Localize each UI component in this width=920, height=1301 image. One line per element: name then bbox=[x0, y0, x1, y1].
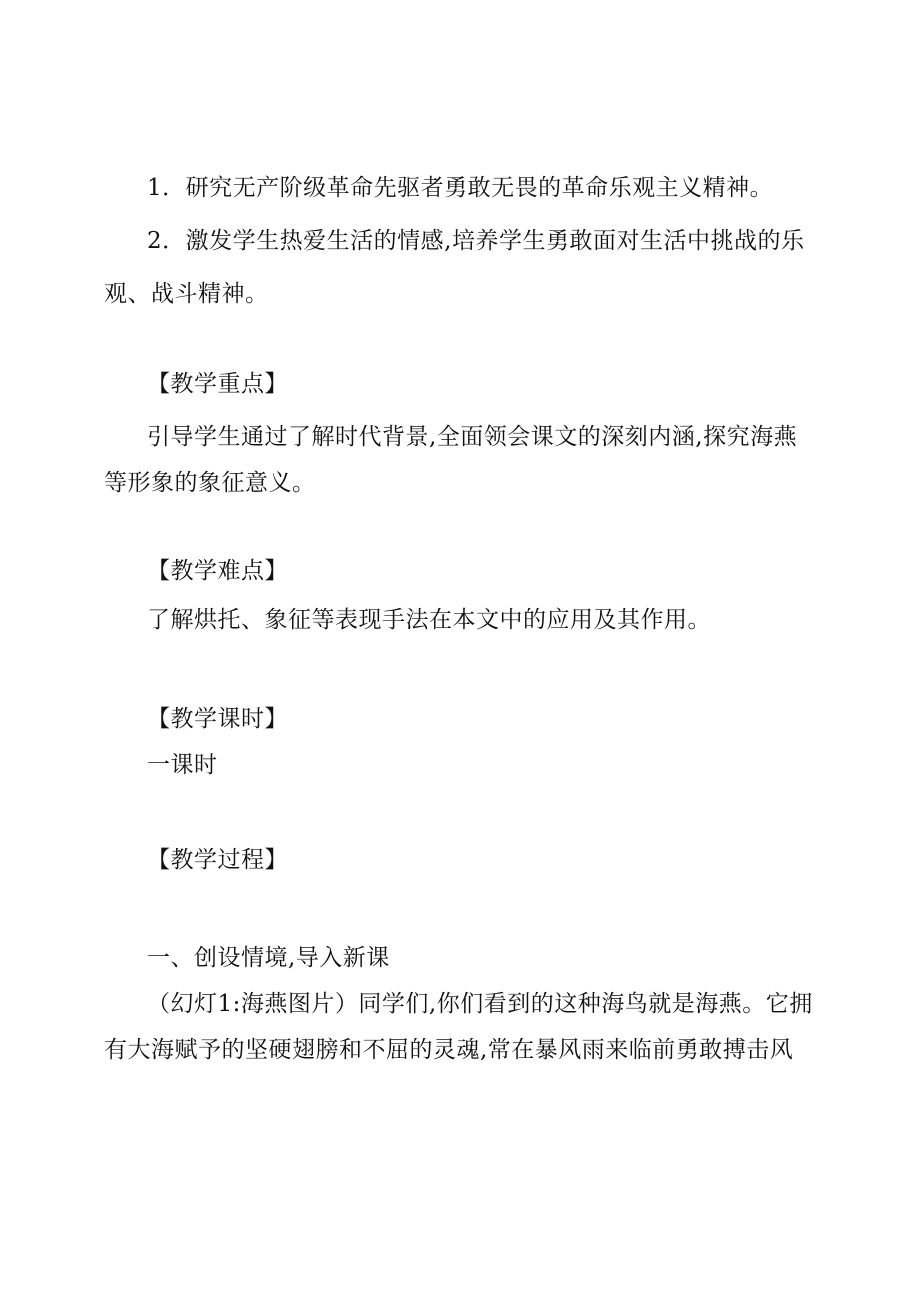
objective-2-line-1: 2．激发学生热爱生活的情感,培养学生勇敢面对生活中挑战的乐 bbox=[147, 228, 805, 254]
objective-2-line-2: 观、战斗精神。 bbox=[104, 281, 269, 307]
teaching-focus-line-1: 引导学生通过了解时代背景,全面领会课文的深刻内涵,探究海燕 bbox=[147, 424, 798, 450]
teaching-process-heading: 【教学过程】 bbox=[147, 847, 288, 873]
teaching-focus-line-2: 等形象的象征意义。 bbox=[104, 470, 316, 496]
process-step-1-line-1: （幻灯1:海燕图片）同学们,你们看到的这种海鸟就是海燕。它拥 bbox=[147, 991, 813, 1017]
teaching-hours-heading: 【教学课时】 bbox=[147, 706, 288, 732]
process-step-1-title: 一、创设情境,导入新课 bbox=[147, 945, 390, 971]
objective-1: 1．研究无产阶级革命先驱者勇敢无畏的革命乐观主义精神。 bbox=[147, 175, 774, 201]
process-step-1-line-2: 有大海赋予的坚硬翅膀和不屈的灵魂,常在暴风雨来临前勇敢搏击风 bbox=[104, 1037, 794, 1063]
teaching-difficulty-heading: 【教学难点】 bbox=[147, 558, 288, 584]
teaching-hours-value: 一课时 bbox=[147, 752, 218, 778]
teaching-difficulty-line-1: 了解烘托、象征等表现手法在本文中的应用及其作用。 bbox=[147, 607, 711, 633]
teaching-focus-heading: 【教学重点】 bbox=[147, 371, 288, 397]
